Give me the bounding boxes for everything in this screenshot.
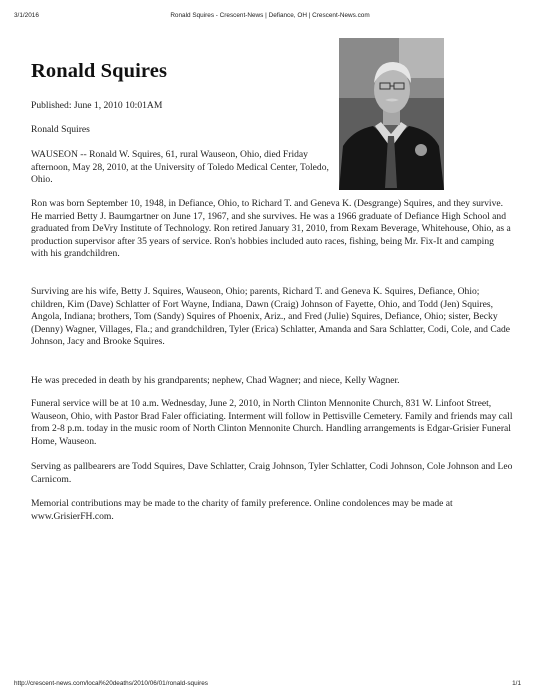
paragraph-pallbearers: Serving as pallbearers are Todd Squires, Dave Schlatter, Craig Johnson, Tyler Schlatter, Codi Johnson, Cole Johnson and Leo Carnicom.: [31, 461, 513, 485]
print-date: 3/1/2016: [14, 12, 39, 19]
paragraph-biography: Ron was born September 10, 1948, in Defiance, Ohio, to Richard T. and Geneva K. (Desgrange) Squires, and they survive. He married Betty J. Baumgartner on June 17, 1967, and she survives. He was a 1966 graduate of Defiance High School and graduated from DeVry Institute of Technology. Ron retired January 31, 2010, from Rexam Beverage, Whitehouse, Ohio, as a production supervisor after 35 years of service. Ron's hobbies included auto races, fishing, being Mr. Fix-It and camping with his grandchildren.: [31, 198, 511, 260]
paragraph-intro: WAUSEON -- Ronald W. Squires, 61, rural Wauseon, Ohio, died Friday afternoon, May 28, 2010, at the University of Toledo Medical Center, Toledo, Ohio.: [31, 149, 329, 186]
paragraph-memorial: Memorial contributions may be made to the charity of family preference. Online condolences may be made at www.GrisierFH.com.: [31, 498, 453, 522]
portrait-photo-image: [339, 38, 444, 190]
print-url: http://crescent-news.com/local%20deaths/2010/06/01/ronald-squires: [14, 680, 208, 687]
deceased-name: Ronald Squires: [31, 124, 90, 135]
print-page-number: 1/1: [512, 680, 521, 687]
published-date: Published: June 1, 2010 10:01AM: [31, 100, 163, 111]
article-heading: Ronald Squires: [31, 60, 168, 82]
paragraph-survivors: Surviving are his wife, Betty J. Squires, Wauseon, Ohio; parents, Richard T. and Geneva K. Squires, Defiance, Ohio; children, Kim (Dave) Schlatter of Fort Wayne, Indiana, Dawn (Craig) Johnson of Fayette, Ohio, and Todd (Jen) Squires, Angola, Indiana; brothers, Tom (Sandy) Squires of Phoenix, Ariz., and Fred (Julie) Squires, Defiance, Ohio; sister, Becky (Denny) Wagner, Villages, Fla.; and grandchildren, Tyler (Erica) Schlatter, Amanda and Sara Schlatter, Codi, Cole, and Cade Johnson, Jacy and Brooke Squires.: [31, 286, 511, 348]
paragraph-funeral: Funeral service will be at 10 a.m. Wednesday, June 2, 2010, in North Clinton Mennonite Church, 831 W. Linfoot Street, Wauseon, Ohio, with Pastor Brad Faler officiating. Interment will follow in Pettisville Cemetery. Family and friends may call from 2-8 p.m. today in the music room of North Clinton Mennonite Church. Handling arrangements is Edgar-Grisier Funeral Home, Wauseon.: [31, 398, 513, 447]
print-page-title: Ronald Squires - Crescent-News | Defiance, OH | Crescent-News.com: [170, 12, 370, 19]
portrait-photo: [339, 38, 444, 190]
paragraph-preceded: He was preceded in death by his grandparents; nephew, Chad Wagner; and niece, Kelly Wagner.: [31, 375, 400, 386]
